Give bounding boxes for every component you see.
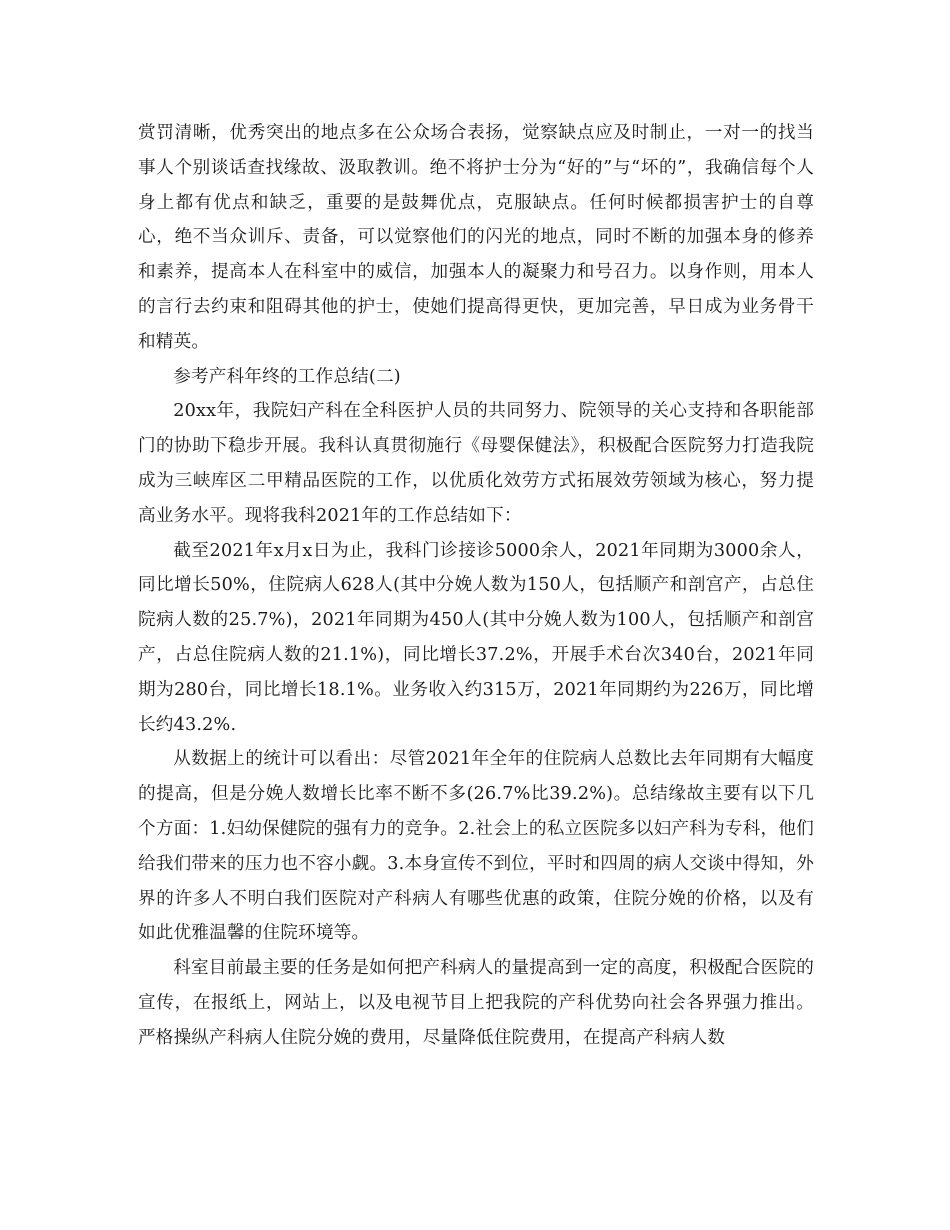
paragraph-statistics: 截至2021年x月x日为止，我科门诊接诊5000余人，2021年同期为3000余人，同比增长50%，住院病人628人(其中分娩人数为150人，包括顺产和剖宫产，占总住院病人数的25.7%)，2021年同期为450人(其中分娩人数为100人，包括顺产和剖宫产，占总住院病人数的21.1%)，同比增长37.2%，开展手术台次340台，2021年同期为280台，同比增长18.1%。业务收入约315万，2021年同期约为226万，同比增长约43.2%. <box>138 540 814 735</box>
document-body <box>138 116 814 1056</box>
section-heading: 参考产科年终的工作总结(二) <box>173 366 401 387</box>
paragraph-continued: 赏罚清晰，优秀突出的地点多在公众场合表扬，觉察缺点应及时制止，一对一的找当事人个别谈话查找缘故、汲取教训。绝不将护士分为“好的”与“坏的”，我确信每个人身上都有优点和缺乏，重要的是鼓舞优点，克服缺点。任何时候都损害护士的自尊心，绝不当众训斥、责备，可以觉察他们的闪光的地点，同时不断的加强本身的修养和素养，提高本人在科室中的威信，加强本人的凝聚力和号召力。以身作则，用本人的言行去约束和阻碍其他的护士，使她们提高得更快，更加完善，早日成为业务骨干和精英。 <box>138 123 814 352</box>
paragraph-intro: 20xx年，我院妇产科在全科医护人员的共同努力、院领导的关心支持和各职能部门的协助下稳步开展。我科认真贯彻施行《母婴保健法》，积极配合医院努力打造我院成为三峡库区二甲精品医院的工作，以优质化效劳方式拓展效劳领域为核心，努力提高业务水平。现将我科2021年的工作总结如下： <box>138 401 814 526</box>
paragraph-analysis: 从数据上的统计可以看出：尽管2021年全年的住院病人总数比去年同期有大幅度的提高，但是分娩人数增长比率不断不多(26.7%比39.2%)。总结缘故主要有以下几个方面：1.妇幼保健院的强有力的竞争。2.社会上的私立医院多以妇产科为专科，他们给我们带来的压力也不容小觑。3.本身宣传不到位，平时和四周的病人交谈中得知，外界的许多人不明白我们医院对产科病人有哪些优惠的政策，住院分娩的价格，以及有如此优雅温馨的住院环境等。 <box>138 749 814 944</box>
paragraph-tasks: 科室目前最主要的任务是如何把产科病人的量提高到一定的高度，积极配合医院的宣传，在报纸上，网站上，以及电视节目上把我院的产科优势向社会各界强力推出。严格操纵产科病人住院分娩的费用，尽量降低住院费用，在提高产科病人数 <box>138 958 814 1048</box>
